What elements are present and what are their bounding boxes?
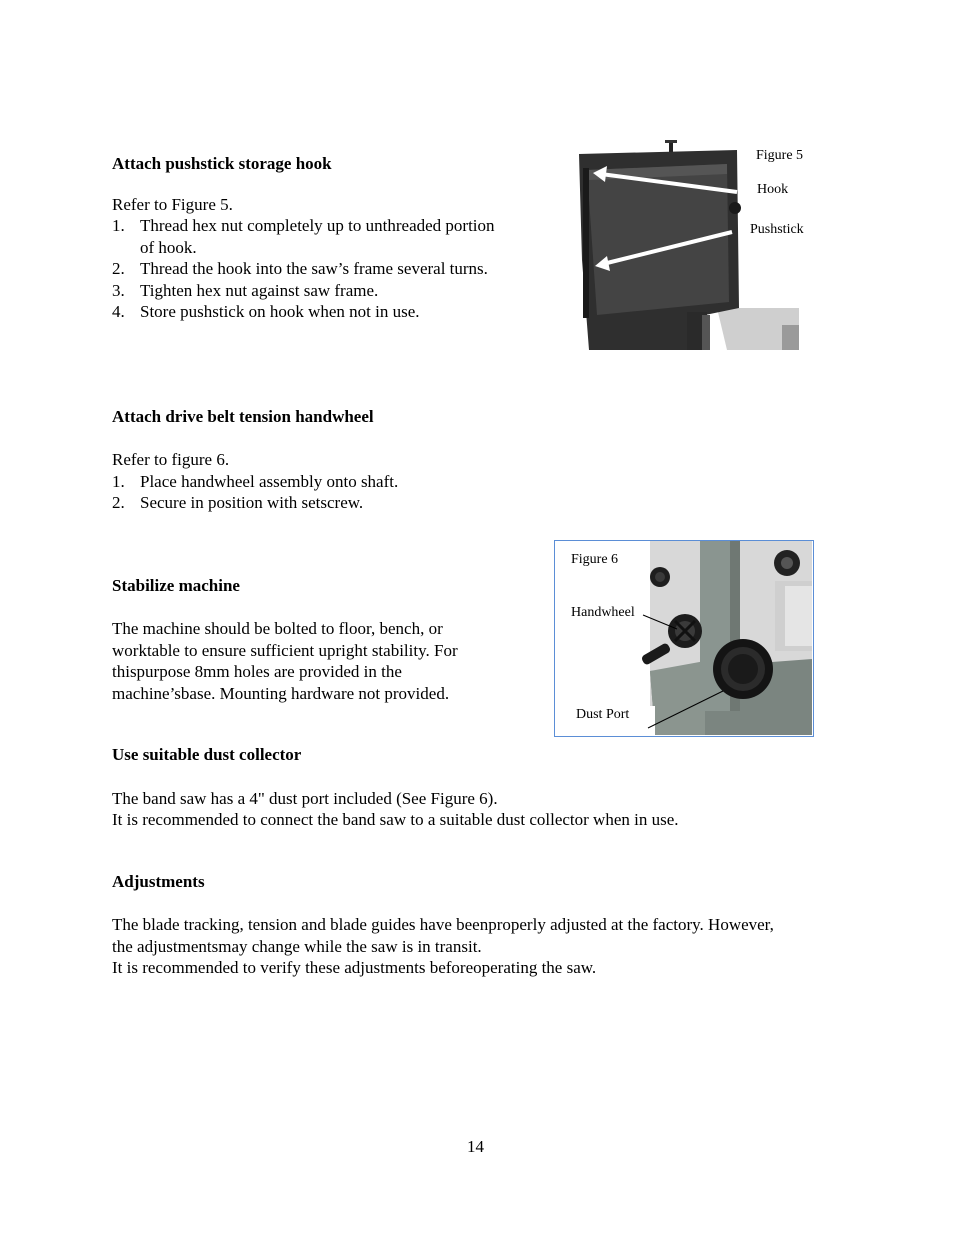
- paragraph-line: worktable to ensure sufficient upright stability. For: [112, 641, 458, 660]
- list-text: Tighten hex nut against saw frame.: [140, 281, 379, 300]
- figure-5-label-hook: Hook: [757, 182, 789, 197]
- list-number: 1.: [112, 216, 125, 235]
- section-heading-pushstick-hook: Attach pushstick storage hook: [112, 154, 332, 173]
- paragraph-line: It is recommended to verify these adjustments beforeoperating the saw.: [112, 958, 597, 977]
- section-heading-stabilize: Stabilize machine: [112, 576, 240, 595]
- figure-6-label-handwheel: Handwheel: [571, 605, 635, 620]
- figure-6-caption: Figure 6: [571, 552, 619, 567]
- section-heading-adjustments: Adjustments: [112, 872, 205, 891]
- list-number: 1.: [112, 472, 125, 491]
- figure-6-photo: [554, 540, 814, 737]
- paragraph-line: machine’sbase. Mounting hardware not provided.: [112, 684, 450, 703]
- band-saw-photo-base: [555, 541, 812, 735]
- list-text: of hook.: [140, 238, 197, 257]
- paragraph-line: The band saw has a 4" dust port included (See Figure 6).: [112, 789, 498, 808]
- section-intro: Refer to Figure 5.: [112, 195, 233, 214]
- paragraph-line: thispurpose 8mm holes are provided in the: [112, 662, 402, 681]
- list-number: 3.: [112, 281, 125, 300]
- page-number: 14: [467, 1137, 484, 1156]
- figure-5-label-pushstick: Pushstick: [750, 222, 804, 237]
- paragraph-line: the adjustmentsmay change while the saw is in transit.: [112, 937, 482, 956]
- figure-6-label-dust-port: Dust Port: [576, 707, 630, 722]
- paragraph-line: It is recommended to connect the band saw to a suitable dust collector when in use.: [112, 810, 679, 829]
- section-heading-dust-collector: Use suitable dust collector: [112, 745, 302, 764]
- list-text: Place handwheel assembly onto shaft.: [140, 472, 399, 491]
- section-heading-handwheel: Attach drive belt tension handwheel: [112, 407, 374, 426]
- list-text: Secure in position with setscrew.: [140, 493, 364, 512]
- list-text: Thread the hook into the saw’s frame several turns.: [140, 259, 488, 278]
- paragraph-line: The machine should be bolted to floor, bench, or: [112, 619, 443, 638]
- band-saw-photo-top: [577, 140, 799, 350]
- section-intro: Refer to figure 6.: [112, 450, 230, 469]
- list-text: Thread hex nut completely up to unthreaded portion: [140, 216, 495, 235]
- list-number: 2.: [112, 493, 125, 512]
- list-text: Store pushstick on hook when not in use.: [140, 302, 420, 321]
- list-number: 2.: [112, 259, 125, 278]
- figure-5-caption: Figure 5: [756, 148, 804, 163]
- figure-5-photo: [577, 140, 799, 350]
- list-number: 4.: [112, 302, 125, 321]
- paragraph-line: The blade tracking, tension and blade guides have beenproperly adjusted at the factory. However,: [112, 915, 774, 934]
